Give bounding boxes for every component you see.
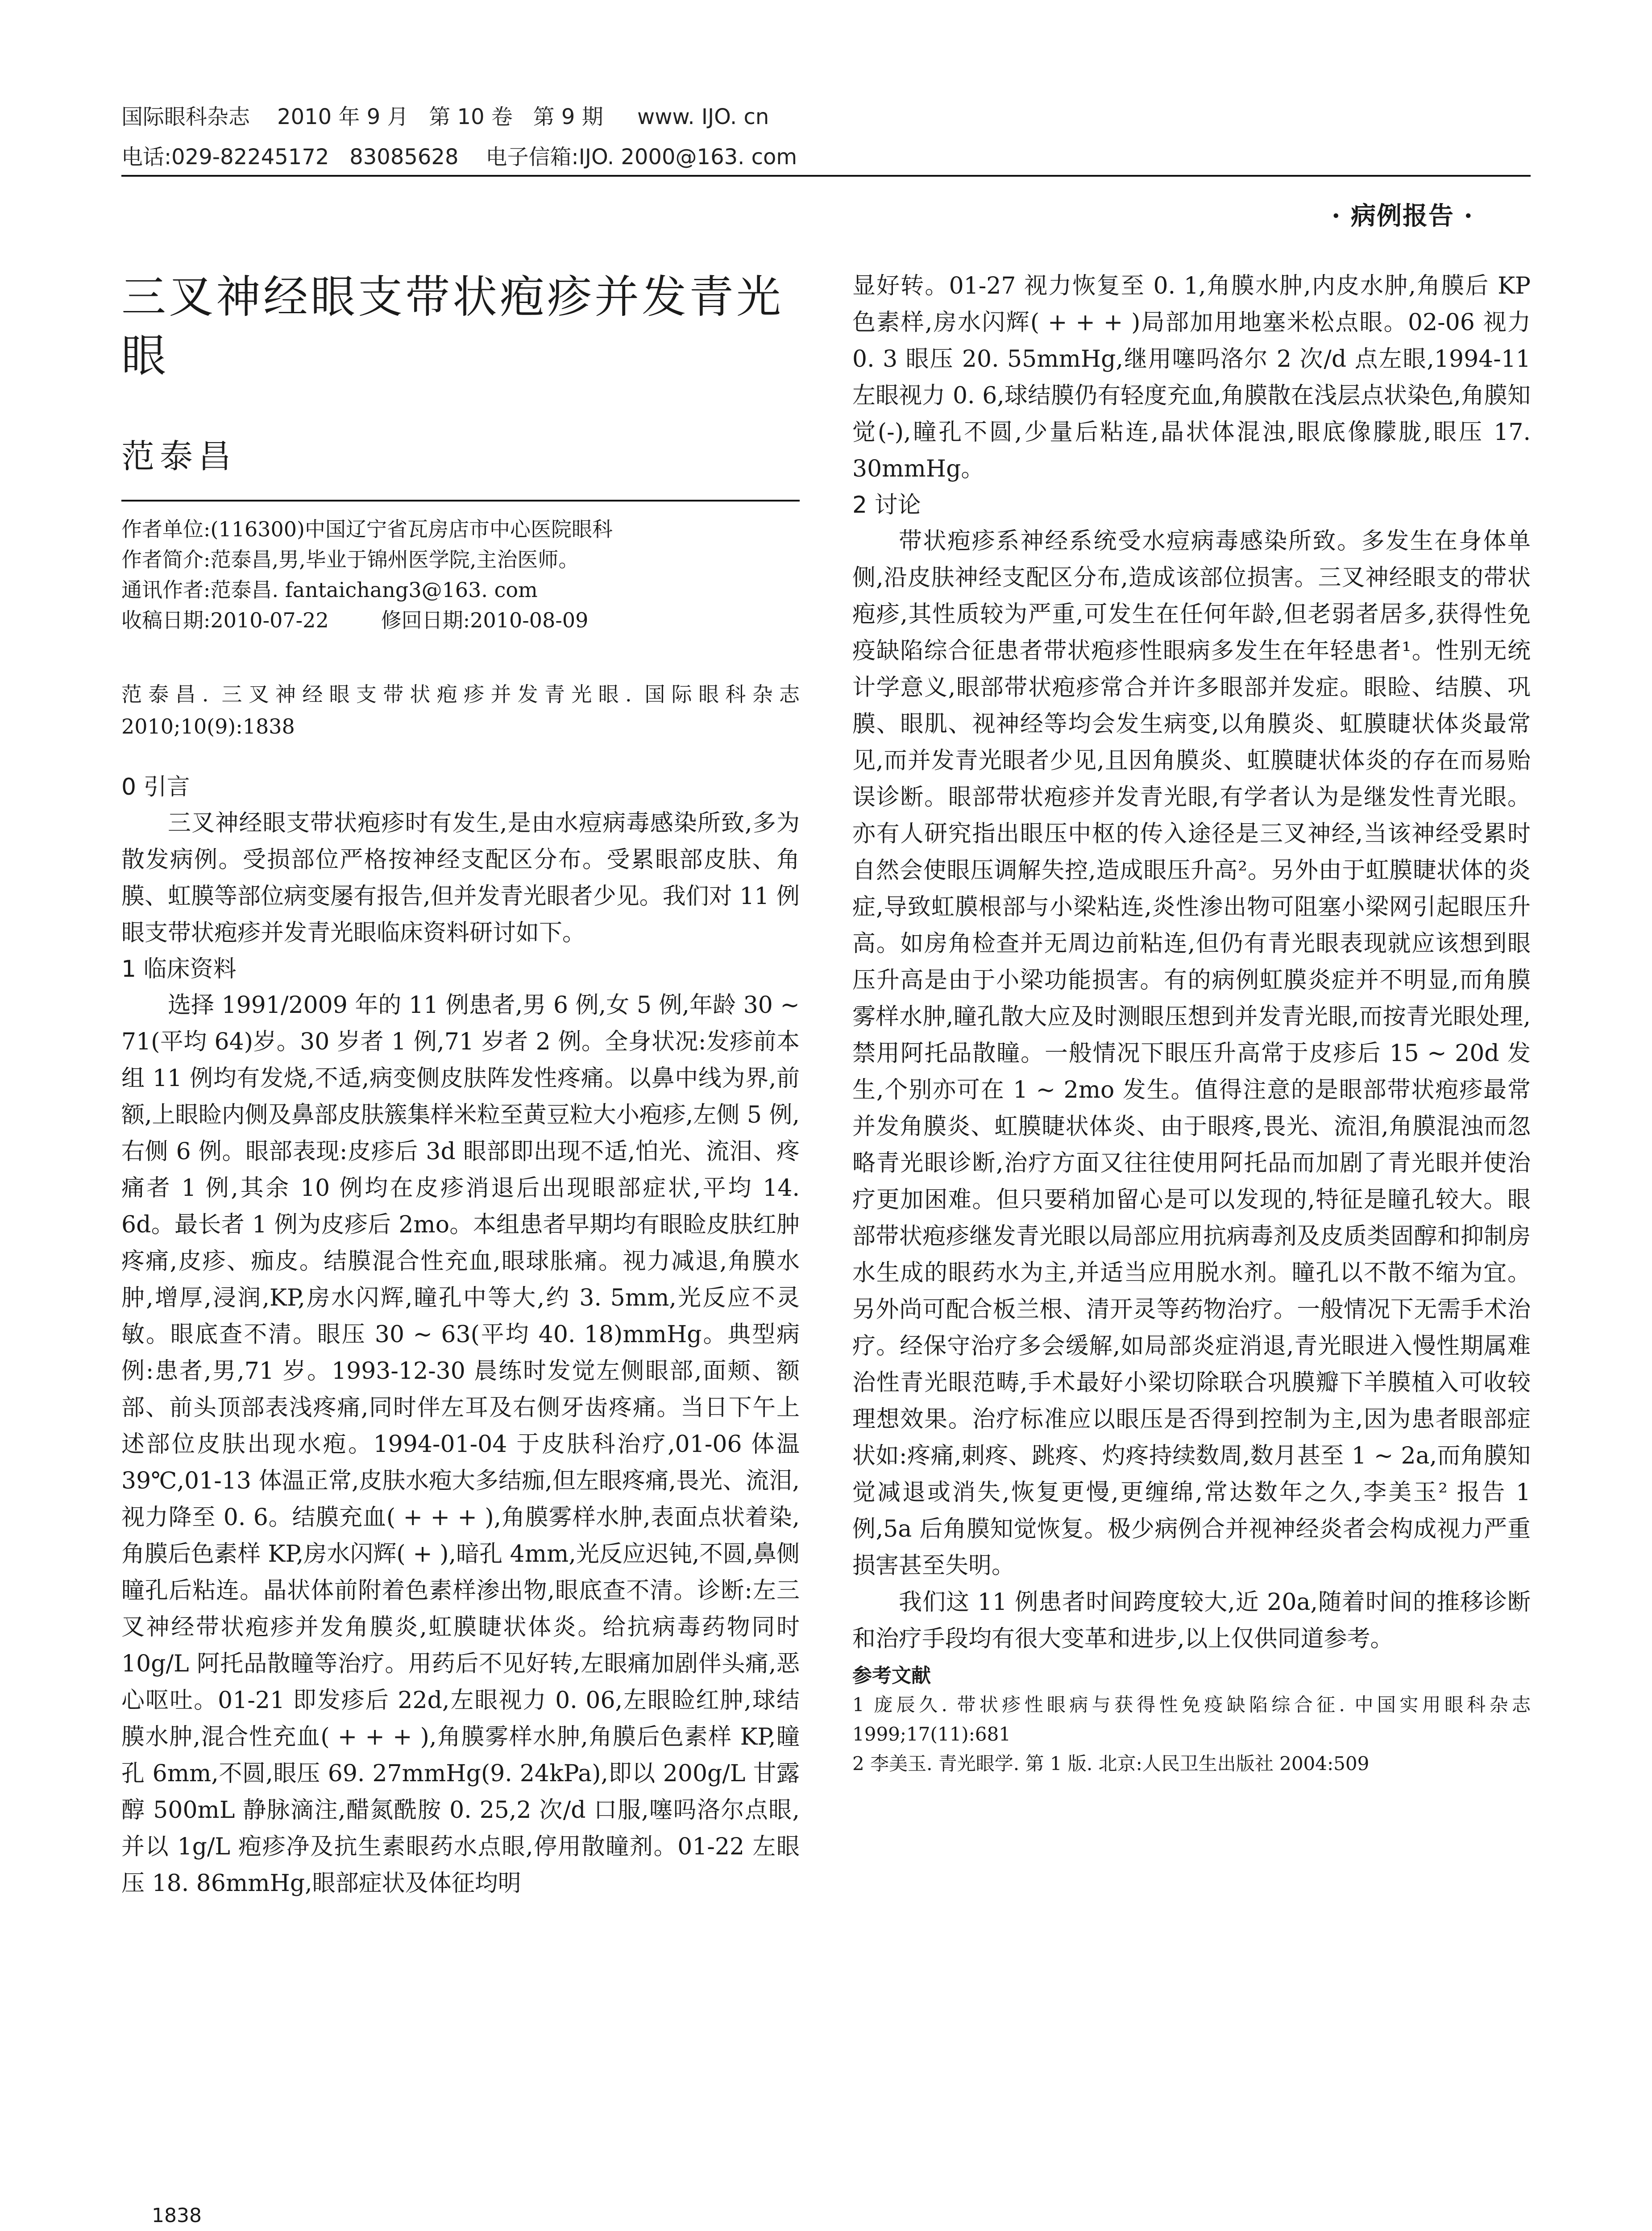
page-number: 1838 bbox=[152, 2204, 202, 2227]
section-tag: · 病例报告 · bbox=[1332, 201, 1474, 231]
references-heading: 参考文献 bbox=[852, 1664, 931, 1687]
paragraph-introduction: 三叉神经眼支带状疱疹时有发生,是由水痘病毒感染所致,多为散发病例。受损部位严格按神经支配区分布。受累眼部皮肤、角膜、虹膜等部位病变屡有报告,但并发青光眼者少见。我们对 11 例眼支带状疱疹并发青光眼临床资料研讨如下。 bbox=[121, 810, 800, 946]
heading-discussion: 2 讨论 bbox=[852, 492, 921, 518]
journal-header-line1: 国际眼科杂志 2010 年 9 月 第 10 卷 第 9 期 www. IJO. cn bbox=[121, 104, 769, 129]
paragraph-clinical-continued: 显好转。01-27 视力恢复至 0. 1,角膜水肿,内皮水肿,角膜后 KP 色素样,房水闪辉( + + + )局部加用地塞米松点眼。02-06 视力 0. 3 眼压 20. 55mmHg,继用噻吗洛尔 2 次/d 点左眼,1994-11 左眼视力 0. 6,球结膜仍有轻度充血,角膜散在浅层点状染色,角膜知觉(-),瞳孔不圆,少量后粘连,晶状体混浊,眼底像朦胧,眼压 17. 30mmHg。 bbox=[852, 273, 1531, 482]
paragraph-discussion-1: 带状疱疹系神经系统受水痘病毒感染所致。多发生在身体单侧,沿皮肤神经支配区分布,造成该部位损害。三叉神经眼支的带状疱疹,其性质较为严重,可发生在任何年龄,但老弱者居多,获得性免疫缺陷综合征患者带状疱疹性眼病多发生在年轻患者¹。性别无统计学意义,眼部带状疱疹常合并许多眼部并发症。眼睑、结膜、巩膜、眼肌、视神经等均会发生病变,以角膜炎、虹膜睫状体炎最常见,而并发青光眼者少见,且因角膜炎、虹膜睫状体炎的存在而易贻误诊断。眼部带状疱疹并发青光眼,有学者认为是继发性青光眼。亦有人研究指出眼压中枢的传入途径是三叉神经,当该神经受累时自然会使眼压调解失控,造成眼压升高²。另外由于虹膜睫状体的炎症,导致虹膜根部与小梁粘连,炎性渗出物可阻塞小梁网引起眼压升高。如房角检查并无周边前粘连,但仍有青光眼表现就应该想到眼压升高是由于小梁功能损害。有的病例虹膜炎症并不明显,而角膜雾样水肿,瞳孔散大应及时测眼压想到并发青光眼,而按青光眼处理,禁用阿托品散瞳。一般情况下眼压升高常于皮疹后 15 ~ 20d 发生,个别亦可在 1 ~ 2mo 发生。值得注意的是眼部带状疱疹最常并发角膜炎、虹膜睫状体炎、由于眼疼,畏光、流泪,角膜混浊而忽略青光眼诊断,治疗方面又往往使用阿托品而加剧了青光眼并使治疗更加困难。但只要稍加留心是可以发现的,特征是瞳孔较大。眼部带状疱疹继发青光眼以局部应用抗病毒剂及皮质类固醇和抑制房水生成的眼药水为主,并适当应用脱水剂。瞳孔以不散不缩为宜。另外尚可配合板兰根、清开灵等药物治疗。一般情况下无需手术治疗。经保守治疗多会缓解,如局部炎症消退,青光眼进入慢性期属难治性青光眼范畴,手术最好小梁切除联合巩膜瓣下羊膜植入可收较理想效果。治疗标准应以眼压是否得到控制为主,因为患者眼部症状如:疼痛,刺疼、跳疼、灼疼持续数周,数月甚至 1 ~ 2a,而角膜知觉减退或消失,恢复更慢,更缠绵,常达数年之久,李美玉² 报告 1 例,5a 后角膜知觉恢复。极少病例合并视神经炎者会构成视力严重损害甚至失明。 bbox=[852, 528, 1531, 1579]
left-column bbox=[121, 268, 800, 1902]
author-info bbox=[121, 514, 800, 635]
heading-clinical: 1 临床资料 bbox=[121, 956, 237, 983]
citation: 范泰昌. 三叉神经眼支带状疱疹并发青光眼. 国际眼科杂志 2010;10(9):1838 bbox=[121, 682, 800, 738]
paragraph-clinical: 选择 1991/2009 年的 11 例患者,男 6 例,女 5 例,年龄 30 ~ 71(平均 64)岁。30 岁者 1 例,71 岁者 2 例。全身状况:发疹前本组 11 例均有发烧,不适,病变侧皮肤阵发性疼痛。以鼻中线为界,前额,上眼睑内侧及鼻部皮肤簇集样米粒至黄豆粒大小疱疹,左侧 5 例,右侧 6 例。眼部表现:皮疹后 3d 眼部即出现不适,怕光、流泪、疼痛者 1 例,其余 10 例均在皮疹消退后出现眼部症状,平均 14. 6d。最长者 1 例为皮疹后 2mo。本组患者早期均有眼睑皮肤红肿疼痛,皮疹、痂皮。结膜混合性充血,眼球胀痛。视力减退,角膜水肿,增厚,浸润,KP,房水闪辉,瞳孔中等大,约 3. 5mm,光反应不灵敏。眼底查不清。眼压 30 ~ 63(平均 40. 18)mmHg。典型病例:患者,男,71 岁。1993-12-30 晨练时发觉左侧眼部,面颊、额部、前头顶部表浅疼痛,同时伴左耳及右侧牙齿疼痛。当日下午上述部位皮肤出现水疱。1994-01-04 于皮肤科治疗,01-06 体温 39℃,01-13 体温正常,皮肤水疱大多结痂,但左眼疼痛,畏光、流泪,视力降至 0. 6。结膜充血( + + + ),角膜雾样水肿,表面点状着染,角膜后色素样 KP,房水闪辉( + ),暗孔 4mm,光反应迟钝,不圆,鼻侧瞳孔后粘连。晶状体前附着色素样渗出物,眼底查不清。诊断:左三叉神经带状疱疹并发角膜炎,虹膜睫状体炎。给抗病毒药物同时 10g/L 阿托品散瞳等治疗。用药后不见好转,左眼痛加剧伴头痛,恶心呕吐。01-21 即发疹后 22d,左眼视力 0. 06,左眼睑红肿,球结膜水肿,混合性充血( + + + ),角膜雾样水肿,角膜后色素样 KP,瞳孔 6mm,不圆,眼压 69. 27mmHg(9. 24kPa),即以 200g/L 甘露醇 500mL 静脉滴注,醋氮酰胺 0. 25,2 次/d 口服,噻吗洛尔点眼,并以 1g/L 疱疹净及抗生素眼药水点眼,停用散瞳剂。01-22 左眼压 18. 86mmHg,眼部症状及体征均明 bbox=[121, 992, 800, 1897]
article-title: 三叉神经眼支带状疱疹并发青光眼 bbox=[121, 271, 784, 382]
paragraph-discussion-2: 我们这 11 例患者时间跨度较大,近 20a,随着时间的推移诊断和治疗手段均有很大变革和进步,以上仅供同道参考。 bbox=[852, 1589, 1531, 1652]
heading-introduction: 0 引言 bbox=[121, 774, 190, 800]
author-bio: 作者简介:范泰昌,男,毕业于锦州医学院,主治医师。 bbox=[121, 547, 579, 572]
right-column bbox=[852, 268, 1531, 1779]
corresponding-author: 通讯作者:范泰昌. fantaichang3@163. com bbox=[121, 578, 538, 602]
article-author: 范泰昌 bbox=[121, 437, 237, 476]
received-dates: 收稿日期:2010-07-22 修回日期:2010-08-09 bbox=[121, 608, 589, 632]
reference-item: 1 庞辰久. 带状疹性眼病与获得性免疫缺陷综合征. 中国实用眼科杂志 1999;17(11):681 bbox=[852, 1694, 1531, 1745]
reference-item: 2 李美玉. 青光眼学. 第 1 版. 北京:人民卫生出版社 2004:509 bbox=[852, 1753, 1370, 1775]
header-divider bbox=[121, 175, 1531, 177]
author-unit: 作者单位:(116300)中国辽宁省瓦房店市中心医院眼科 bbox=[121, 517, 613, 541]
title-divider bbox=[121, 500, 800, 502]
journal-header-line2: 电话:029-82245172 83085628 电子信箱:IJO. 2000@163. com bbox=[121, 145, 797, 170]
